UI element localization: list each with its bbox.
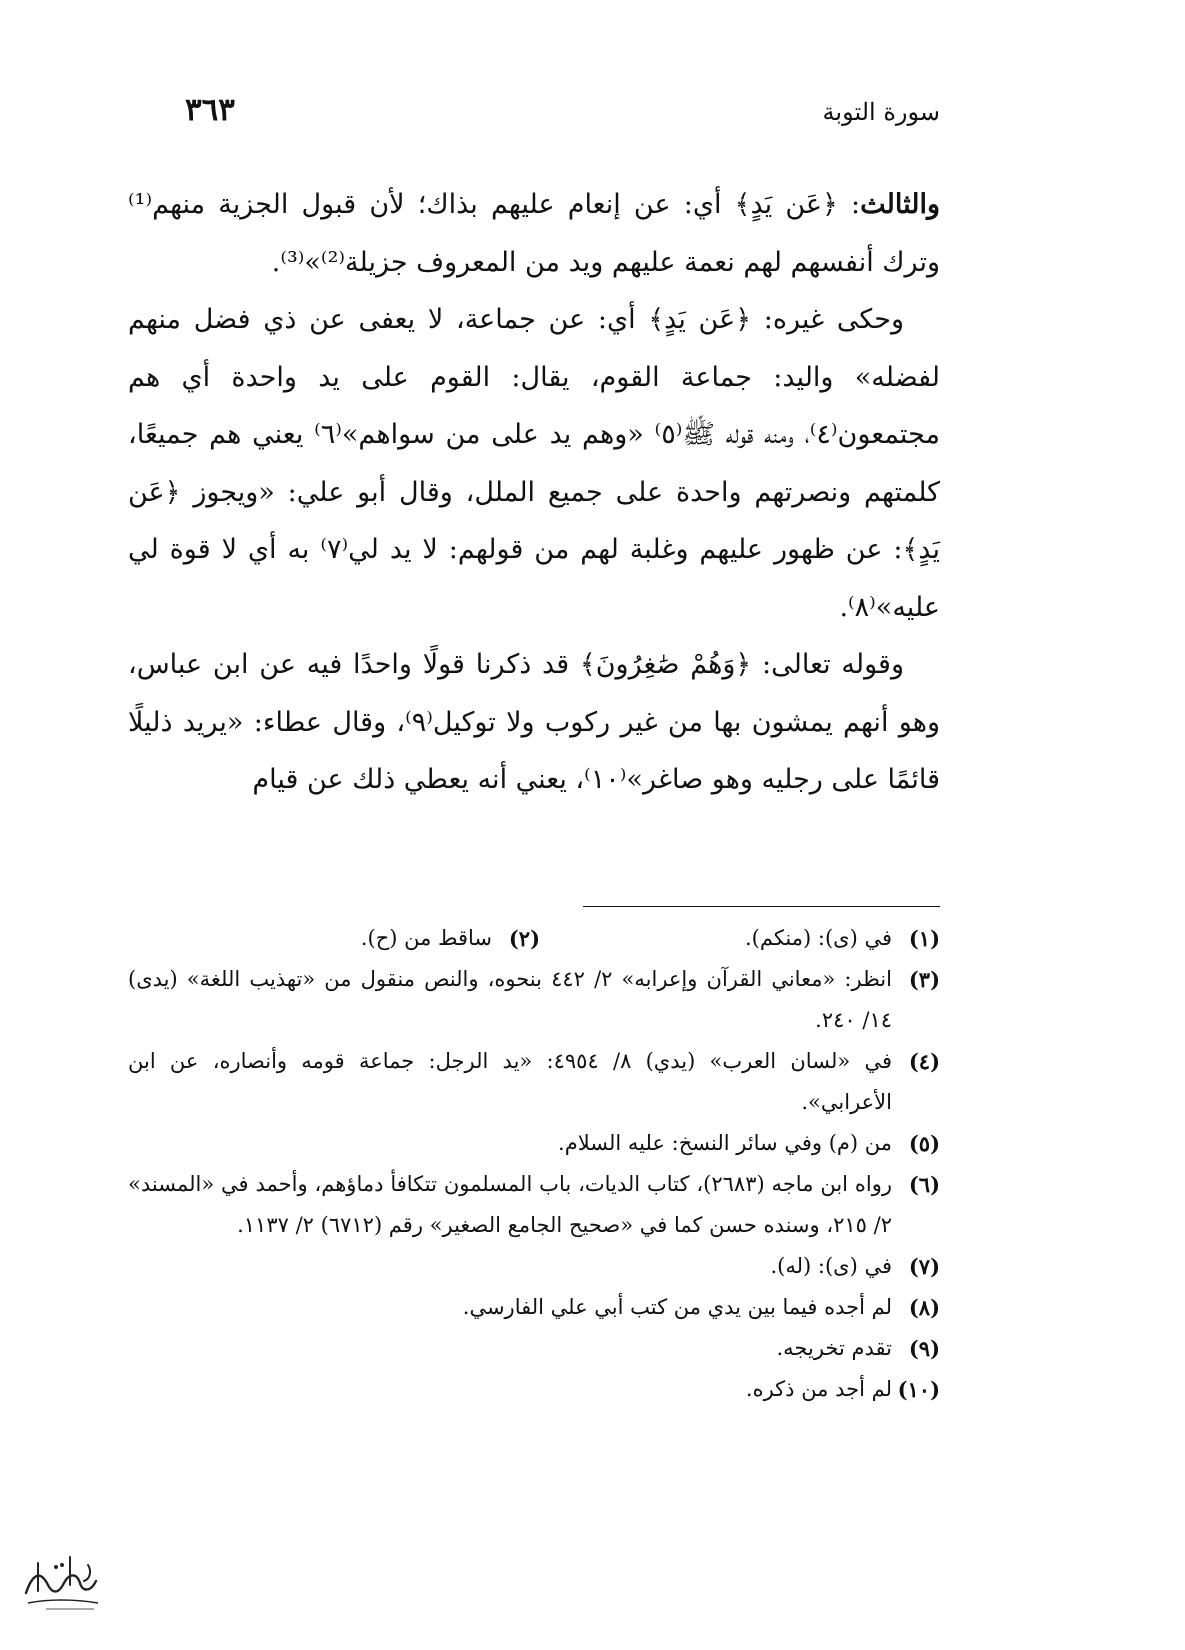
footnote-1 — [540, 918, 940, 959]
paragraph-3: وقوله تعالى: ﴿وَهُمْ صَٰغِرُونَ﴾ قد ذكرنا قولًا واحدًا فيه عن ابن عباس، وهو أنهم يمشون بها من غير ركوب ولا توكيل⁽٩⁾، وقال عطاء: «يريد ذليلًا قائمًا على رجليه وهو صاغر»⁽١٠⁾، يعني أنه يعطي ذلك عن قيام — [128, 649, 940, 795]
footnote-text: ساقط من (ح). — [360, 926, 492, 950]
main-text — [128, 176, 940, 809]
paragraph-1-text: : ﴿عَن يَدٍ﴾ أي: عن إنعام عليهم بذاك؛ لأن قبول الجزية منهم⁽¹⁾ وترك أنفسهم لهم نعمة عليهم ويد من المعروف جزيلة⁽²⁾»⁽³⁾. — [128, 189, 940, 278]
footnote-text: تقدم تخريجه. — [776, 1336, 892, 1360]
paragraph-2: وحكى غيره: ﴿عَن يَدٍ﴾ أي: عن جماعة، لا يعفى عن ذي فضل منهم لفضله» واليد: جماعة القوم، يقال: القوم على يد واحدة أي هم مجتمعون⁽٤⁾، ومنه قوله ﷺ⁽٥⁾ «وهم يد على من سواهم»⁽٦⁾ يعني هم جميعًا، كلمتهم ونصرتهم واحدة على جميع الملل، وقال أبو علي: «ويجوز ﴿عَن يَدٍ﴾: عن ظهور عليهم وغلبة لهم من قولهم: لا يد لي⁽٧⁾ به أي لا قوة لي عليه»⁽٨⁾. — [128, 304, 940, 623]
footnote-number: (٨) — [908, 1295, 940, 1320]
paragraph-1 — [128, 176, 940, 291]
footnote-4 — [128, 1041, 940, 1123]
footnote-number: (١) — [908, 926, 940, 951]
footnote-text: لم أجده فيما بين يدي من كتب أبي علي الفارسي. — [462, 1295, 892, 1319]
footnote-3 — [128, 959, 940, 1041]
footnote-text: انظر: «معاني القرآن وإعرابه» ٢/ ٤٤٢ بنحوه، والنص منقول من «تهذيب اللغة» (يدى) ١٤/ ٢٤٠. — [128, 967, 892, 1032]
footnote-number: (١٠) — [897, 1377, 940, 1402]
footnote-text: رواه ابن ماجه (٢٦٨٣)، كتاب الديات، باب المسلمون تتكافأ دماؤهم، وأحمد في «المسند» ٢/ ٢١٥، وسنده حسن كما في «صحيح الجامع الصغير» رقم (٦٧١٢) ٢/ ١١٣٧. — [128, 1172, 892, 1237]
footnote-5 — [128, 1123, 940, 1164]
footnote-text: في (ى): (منكم). — [744, 926, 892, 950]
footnote-2 — [140, 918, 540, 959]
paragraph-1-lead: والثالث — [860, 189, 940, 220]
footnote-separator — [583, 906, 940, 907]
footnote-number: (٦) — [908, 1172, 940, 1197]
footnote-10 — [128, 1369, 940, 1410]
page-number: ٣٦٣ — [185, 92, 235, 128]
footnote-9 — [128, 1328, 940, 1369]
footnote-text: في (ى): (له). — [770, 1254, 892, 1278]
page-header — [185, 92, 940, 142]
footnote-number: (٥) — [908, 1131, 940, 1156]
footnote-number: (٤) — [908, 1049, 940, 1074]
calligraphic-logo-icon — [18, 1545, 104, 1615]
footnote-text: من (م) وفي سائر النسخ: عليه السلام. — [558, 1131, 892, 1155]
running-title: سورة التوبة — [822, 98, 940, 126]
footnote-6 — [128, 1164, 940, 1246]
footnote-text: في «لسان العرب» (يدي) ٨/ ٤٩٥٤: «يد الرجل: جماعة قومه وأنصاره، عن ابن الأعرابي». — [128, 1049, 892, 1114]
footnote-row-1-2 — [128, 918, 940, 959]
footnote-8 — [128, 1287, 940, 1328]
footnote-number: (٣) — [908, 967, 940, 992]
footnotes — [128, 918, 940, 1410]
footnote-number: (٢) — [508, 926, 540, 951]
footnote-number: (٧) — [908, 1254, 940, 1279]
footnote-number: (٩) — [908, 1336, 940, 1361]
footnote-7 — [128, 1246, 940, 1287]
footnote-text: لم أجد من ذكره. — [745, 1377, 892, 1401]
